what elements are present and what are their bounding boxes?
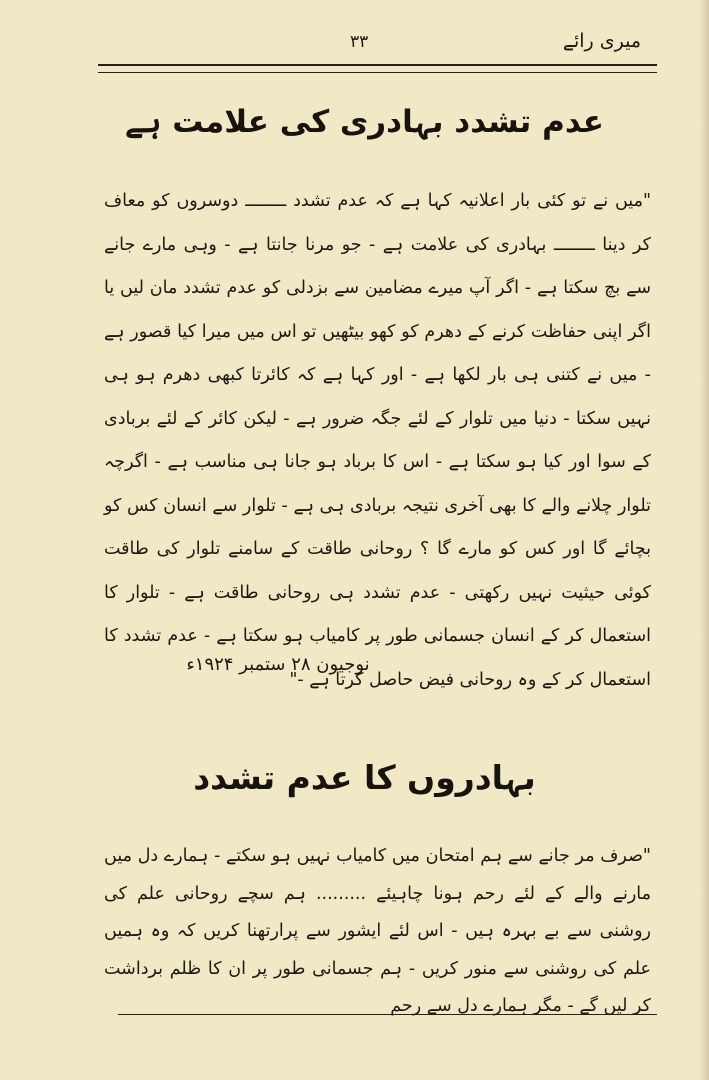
header-rule-thin	[98, 72, 657, 73]
page-number: ۳۳	[350, 32, 369, 52]
section-1-paragraph: "میں نے تو کئی بار اعلانیہ کہا ہے کہ عدم تشدد ــــــــ دوسروں کو معاف کر دینا ــــــــ بہادری کی علامت ہے - جو مرنا جانتا ہے - وہی مارے جانے سے بچ سکتا ہے - اگر آپ میرے مضامین سے بزدلی کو عدم تشدد مان لیں یا اگر اپنی حفاظت کرنے کے دھرم کو کھو بیٹھیں تو اس میں میرا کیا قصور ہے - میں نے کتنی ہی بار لکھا ہے - اور کہا ہے کہ کائرتا کبھی دھرم ہو ہی نہیں سکتا - دنیا میں تلوار کے لئے جگہ ضرور ہے - لیکن کائر کے لئے بربادی کے سوا اور کیا ہو سکتا ہے - اس کا برباد ہو جانا ہی مناسب ہے - اگرچہ تلوار چلانے والے کا بھی آخری نتیجہ بربادی ہی ہے - تلوار سے انسان کس کو بچائے گا اور کس کو مارے گا ؟ روحانی طاقت کے سامنے تلوار کی طاقت کوئی حیثیت نہیں رکھتی - عدم تشدد ہی روحانی طاقت ہے - تلوار کا استعمال کر کے انسان جسمانی طور پر کامیاب ہو سکتا ہے - عدم تشدد کا استعمال کر کے وہ روحانی فیض حاصل کرتا ہے -"	[104, 191, 651, 690]
section-2-body	[104, 838, 651, 1026]
header-rule-thick	[98, 64, 657, 66]
section-2-paragraph: "صرف مر جانے سے ہم امتحان میں کامیاب نہیں ہو سکتے - ہمارے دل میں مارنے والے کے لئے رحم ہونا چاہیئے ......... ہم سچے روحانی علم کی روشنی سے بے بہرہ ہیں - اس لئے ایشور سے پرارتھنا کریں کہ وہ ہمیں علم کی روشنی سے منور کریں - ہم جسمانی طور پر ان کا ظلم برداشت کر لیں گے - مگر ہمارے دل سے رحم	[104, 846, 651, 1016]
page-header	[100, 28, 649, 60]
section-1-citation: نوجیون ۲۸ ستمبر ۱۹۲۴ء	[186, 654, 370, 675]
section-1-body	[104, 180, 651, 702]
page-edge-shadow	[699, 0, 709, 1080]
section-1-title: عدم تشدد بہادری کی علامت ہے	[125, 104, 604, 140]
section-2-title: بہادروں کا عدم تشدد	[193, 758, 536, 797]
running-title: میری رائے	[562, 30, 641, 52]
footer-rule	[118, 1014, 657, 1015]
